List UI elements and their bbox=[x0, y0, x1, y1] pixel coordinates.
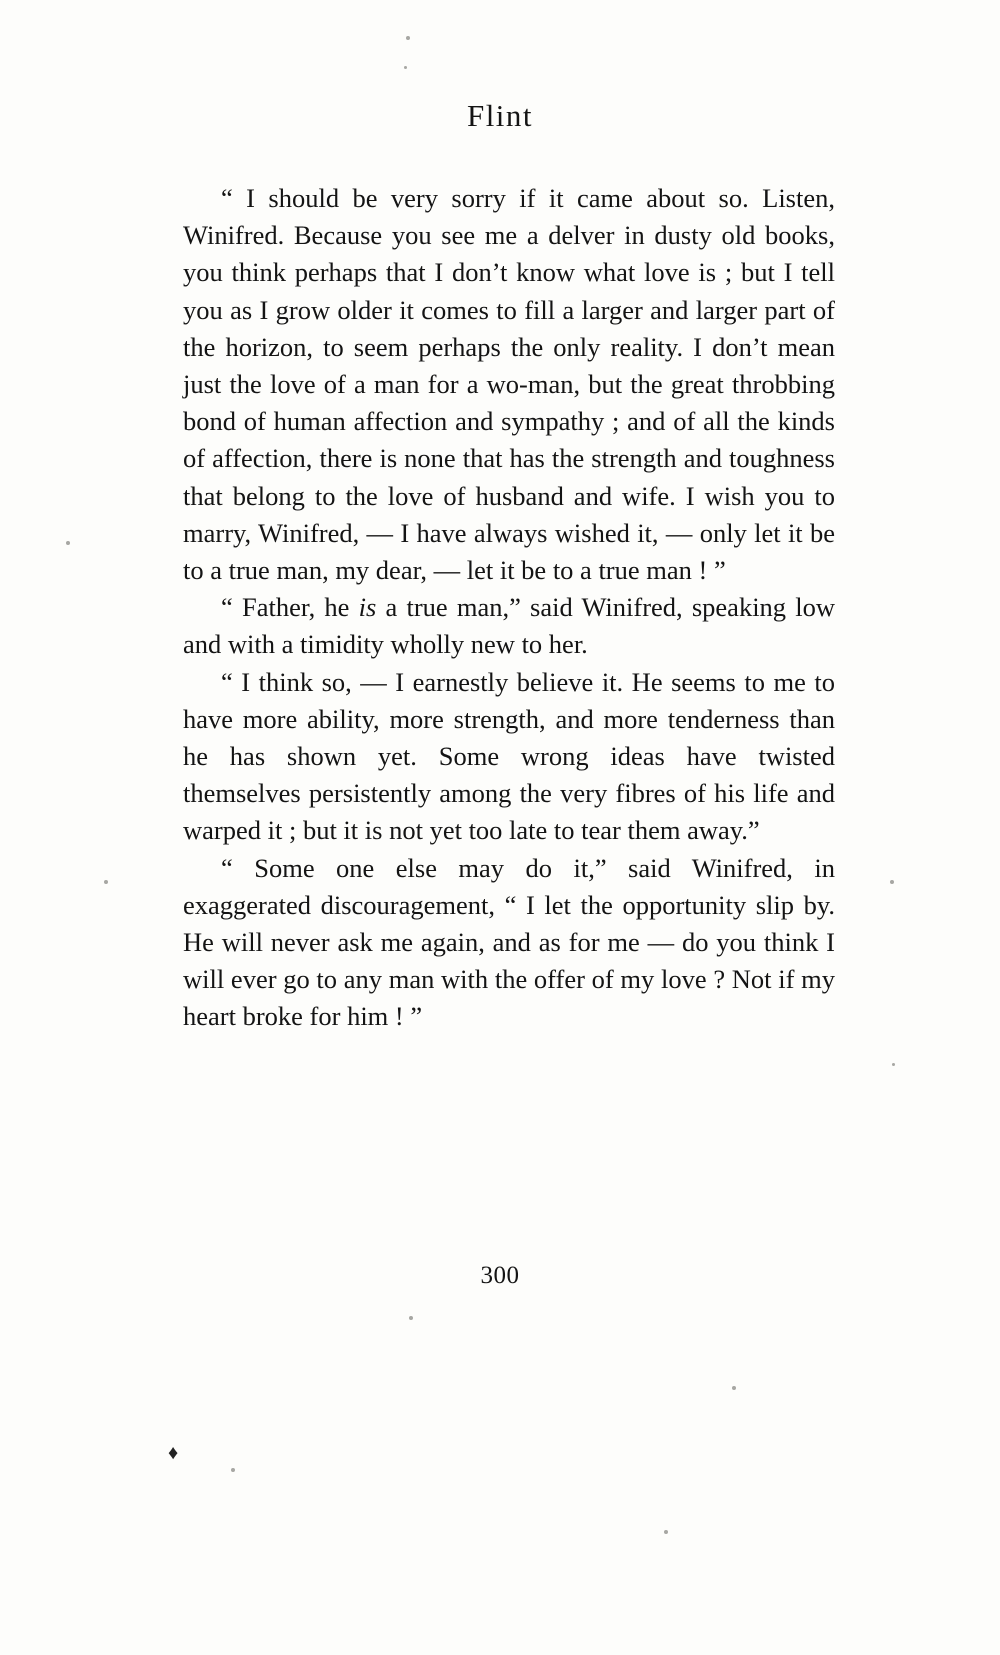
paragraph: “ Some one else may do it,” said Winifred, in exaggerated discouragement, “ I let the opportunity slip by. He will never ask me again, and as for me — do you think I will ever go to any man with the offer of my love ? Not if my heart broke for him ! ” bbox=[183, 852, 835, 1032]
scan-speck bbox=[664, 1530, 668, 1534]
scan-speck bbox=[104, 880, 108, 884]
scan-speck bbox=[409, 1316, 413, 1320]
body-text-column bbox=[183, 180, 835, 1036]
paragraph: “ I should be very sorry if it came about so. Listen, Winifred. Because you see me a delver in dusty old books, you think perhaps that I don’t know what love is ; but I tell you as I grow older it comes to fill a larger and larger part of the horizon, to seem perhaps the only reality. I don’t mean just the love of a man for a wo-man, but the great throbbing bond of human affection and sympathy ; and of all the kinds of affection, there is none that has the strength and toughness that belong to the love of husband and wife. I wish you to marry, Winifred, — I have always wished it, — only let it be to a true man, my dear, — let it be to a true man ! ” bbox=[183, 183, 835, 586]
scan-speck bbox=[890, 880, 894, 884]
scan-speck bbox=[404, 66, 407, 69]
page-number: 300 bbox=[480, 1262, 520, 1289]
paragraph bbox=[183, 589, 835, 663]
paragraph-text: “ Father, he is a true man,” said Winifred, speaking low and with a timidity wholly new to her. bbox=[183, 592, 836, 660]
italic-word: is bbox=[358, 592, 377, 623]
running-head: Flint bbox=[466, 98, 534, 133]
footer-ornament-icon: ♦ bbox=[168, 1442, 179, 1464]
scan-speck bbox=[231, 1468, 235, 1472]
paragraph: “ I think so, — I earnestly believe it. He seems to me to have more ability, more strength, and more tenderness than he has shown yet. Some wrong ideas have twisted themselves persistently among the very fibres of his life and warped it ; but it is not yet too late to tear them away.” bbox=[183, 666, 835, 846]
scan-speck bbox=[66, 541, 70, 545]
scan-speck bbox=[892, 1063, 895, 1066]
scan-speck bbox=[732, 1386, 736, 1390]
scan-speck bbox=[406, 36, 410, 40]
